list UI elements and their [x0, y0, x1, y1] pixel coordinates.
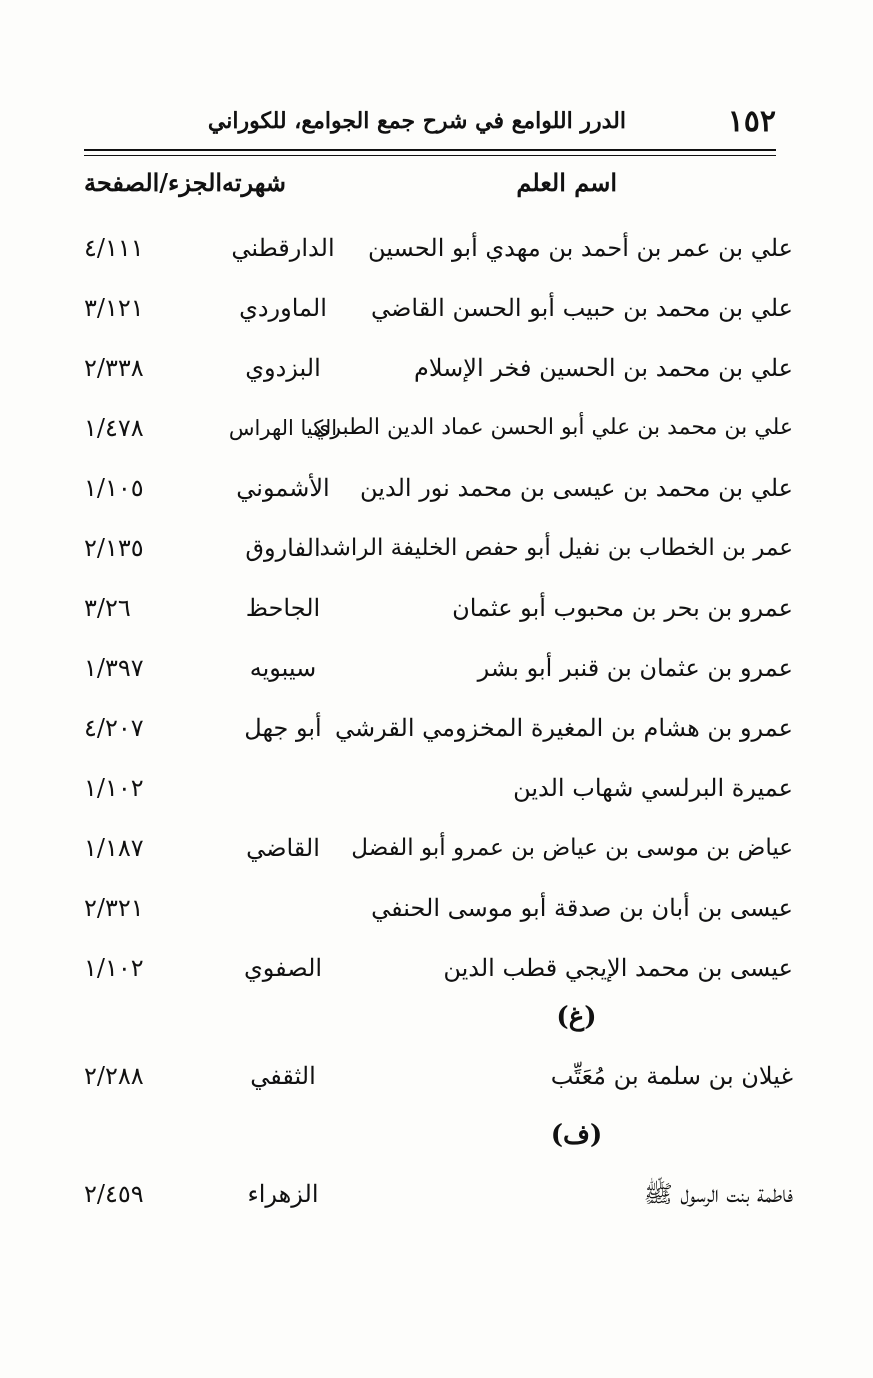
person-fame: الصفوي [243, 954, 323, 982]
person-name: عميرة البرلسي شهاب الدين [513, 774, 793, 802]
volume-page: ٢/٤٥٩ [84, 1180, 144, 1208]
volume-page: ٢/٣٢١ [84, 894, 144, 922]
person-name: عياض بن موسى بن عياض بن عمرو أبو الفضل [351, 835, 793, 861]
table-row [0, 708, 873, 752]
person-fame: القاضي [246, 834, 320, 862]
volume-page: ١/١٠٥ [84, 474, 144, 502]
table-row [0, 648, 873, 692]
table-row [0, 588, 873, 632]
volume-page: ١/١٠٢ [84, 774, 144, 802]
table-row [0, 348, 873, 392]
person-name: عيسى بن أبان بن صدقة أبو موسى الحنفي [371, 894, 793, 922]
person-name: عمرو بن عثمان بن قنبر أبو بشر [477, 654, 793, 682]
person-fame: الثقفي [250, 1062, 316, 1090]
volume-page: ١/٤٧٨ [84, 414, 144, 442]
person-fame: الدارقطني [231, 234, 335, 262]
table-row [0, 408, 873, 452]
volume-page: ٢/٢٨٨ [84, 1062, 144, 1090]
section-letter-ghain [0, 1002, 873, 1032]
person-fame: الكيا الهراس [228, 416, 338, 440]
volume-page: ١/١٨٧ [84, 834, 144, 862]
volume-page: ٣/٢٦ [84, 594, 131, 622]
person-name: فاطمة بنت الرسول ﷺ [643, 1180, 793, 1208]
person-name: علي بن محمد بن الحسين فخر الإسلام [413, 354, 793, 382]
volume-page: ٢/١٣٥ [84, 534, 144, 562]
volume-page: ١/٣٩٧ [84, 654, 144, 682]
person-fame: الجاحظ [245, 594, 321, 622]
page-number: ١٥٢ [727, 104, 776, 139]
person-fame: الأشموني [236, 474, 330, 502]
header-rule [84, 149, 776, 151]
person-fame: الفاروق [245, 534, 321, 562]
running-head [84, 104, 776, 144]
volume-page: ٤/١١١ [84, 234, 144, 262]
table-row [0, 288, 873, 332]
section-letter-fa [0, 1120, 873, 1150]
person-name: عمر بن الخطاب بن نفيل أبو حفص الخليفة الراشد [319, 535, 793, 561]
section-letter-label: (ف) [550, 1120, 603, 1150]
table-row [0, 468, 873, 512]
table-row [0, 1174, 873, 1218]
person-name: علي بن محمد بن حبيب أبو الحسن القاضي [371, 294, 793, 322]
table-row [0, 768, 873, 812]
person-name: عمرو بن بحر بن محبوب أبو عثمان [452, 594, 793, 622]
header-rule-thin [84, 155, 776, 156]
person-name: غيلان بن سلمة بن مُعَتِّب [550, 1062, 793, 1090]
person-name: علي بن عمر بن أحمد بن مهدي أبو الحسين [367, 234, 793, 262]
person-fame: الماوردي [239, 294, 327, 322]
person-name: عمرو بن هشام بن المغيرة المخزومي القرشي [335, 714, 793, 742]
person-name: علي بن محمد بن علي أبو الحسن عماد الدين الطبري [313, 415, 793, 440]
person-fame: أبو جهل [244, 714, 322, 742]
book-title: الدرر اللوامع في شرح جمع الجوامع، للكوراني [207, 108, 626, 134]
table-row [0, 948, 873, 992]
person-name: عيسى بن محمد الإيجي قطب الدين [443, 954, 793, 982]
volume-page: ٣/١٢١ [84, 294, 144, 322]
person-name: علي بن محمد بن عيسى بن محمد نور الدين [360, 474, 793, 502]
column-header-page: الجزء/الصفحة [84, 168, 223, 197]
column-header-name: اسم العلم [516, 168, 617, 197]
volume-page: ١/١٠٢ [84, 954, 144, 982]
table-row [0, 528, 873, 572]
column-header-fame: شهرته [222, 168, 286, 197]
person-fame: سيبويه [249, 654, 317, 682]
table-row [0, 228, 873, 272]
table-row [0, 828, 873, 872]
volume-page: ٤/٢٠٧ [84, 714, 144, 742]
person-fame: الزهراء [247, 1180, 319, 1208]
table-row [0, 888, 873, 932]
table-row [0, 1056, 873, 1100]
volume-page: ٢/٣٣٨ [84, 354, 144, 382]
person-fame: البزدوي [245, 354, 321, 382]
section-letter-label: (غ) [556, 1002, 597, 1032]
